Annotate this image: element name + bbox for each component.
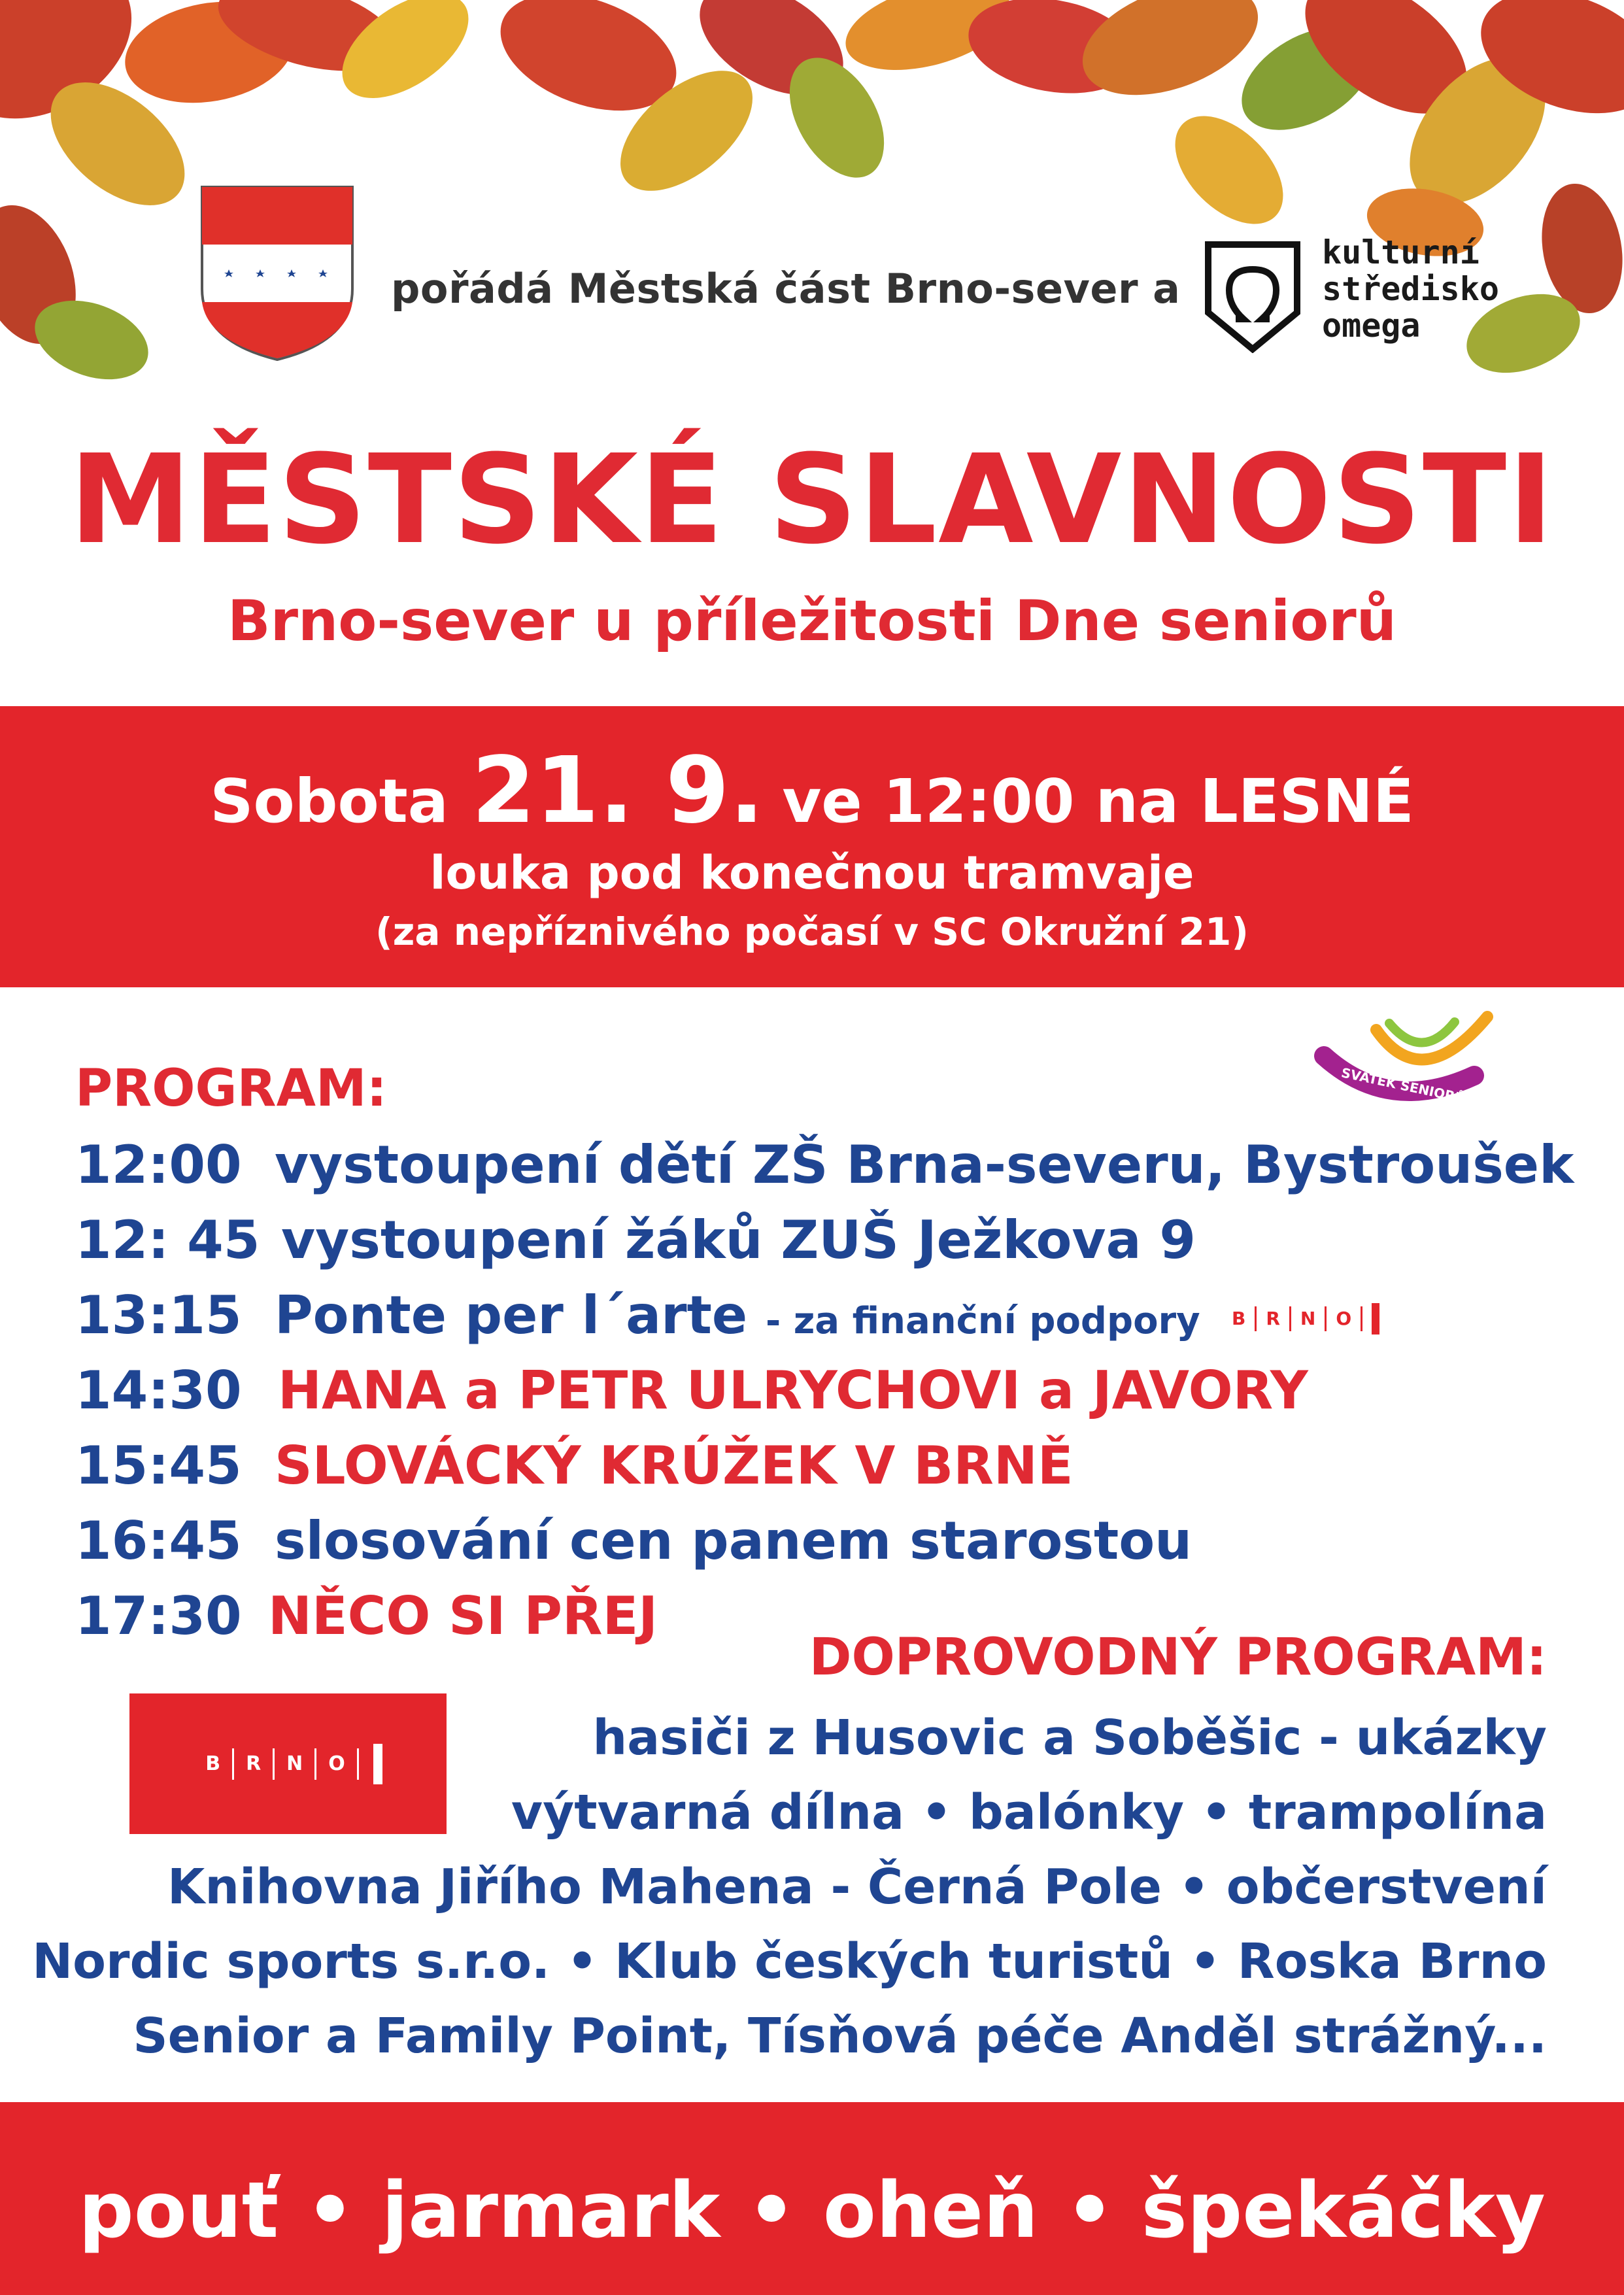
program-text: HANA a PETR ULRYCHOVI a JAVORY bbox=[278, 1360, 1308, 1421]
accompanying-line: Knihovna Jiřího Mahena - Černá Pole • občerstvení bbox=[167, 1859, 1547, 1915]
brno-logo-large bbox=[129, 1693, 447, 1834]
program-time: 13:15 bbox=[75, 1285, 242, 1346]
brno-letter: O bbox=[1327, 1306, 1362, 1331]
program-text bbox=[275, 1280, 1200, 1357]
program-performer: Ponte per l´arte bbox=[275, 1285, 748, 1346]
date-time-place: ve 12:00 na LESNÉ bbox=[782, 766, 1414, 836]
program-text: SLOVÁCKÝ KRÚŽEK V BRNĚ bbox=[275, 1435, 1074, 1496]
omega-logo-icon bbox=[1204, 241, 1301, 353]
program-time: 12: 45 bbox=[75, 1210, 260, 1270]
organizer-text: pořádá Městská část Brno-sever a bbox=[391, 265, 1181, 313]
brno-letter: N bbox=[1291, 1306, 1327, 1331]
program-time: 14:30 bbox=[75, 1360, 242, 1421]
omega-line-2: středisko bbox=[1322, 270, 1499, 308]
program-text: vystoupení žáků ZUŠ Ježkova 9 bbox=[281, 1210, 1196, 1270]
program-time: 15:45 bbox=[75, 1435, 242, 1496]
program-text: NĚCO SI PŘEJ bbox=[268, 1586, 658, 1646]
brno-letter: R bbox=[1257, 1306, 1291, 1331]
program-time: 16:45 bbox=[75, 1510, 242, 1571]
brno-bar bbox=[373, 1744, 382, 1784]
accompanying-line: Senior a Family Point, Tísňová péče Anděl strážný... bbox=[133, 2008, 1547, 2064]
brno-bar bbox=[1372, 1303, 1379, 1334]
date-day: Sobota bbox=[210, 766, 448, 836]
brno-letter: O bbox=[316, 1748, 359, 1780]
program-sponsor-note: - za finanční podpory bbox=[765, 1300, 1200, 1342]
senior-day-logo-icon bbox=[1311, 1004, 1500, 1108]
brno-letter: B bbox=[194, 1748, 234, 1780]
footer-text: pouť • jarmark • oheň • špekáčky bbox=[78, 2165, 1546, 2255]
page-title: MĚSTSKÉ SLAVNOSTI bbox=[69, 428, 1555, 571]
brno-letter: N bbox=[275, 1748, 316, 1780]
program-text: slosování cen panem starostou bbox=[275, 1510, 1193, 1571]
brno-letter: B bbox=[1223, 1306, 1257, 1331]
date-value: 21. 9. bbox=[471, 738, 764, 844]
omega-organization-name bbox=[1322, 234, 1499, 344]
omega-line-3: omega bbox=[1322, 307, 1421, 345]
accompanying-line: Nordic sports s.r.o. • Klub českých turistů • Roska Brno bbox=[32, 1933, 1547, 1990]
accompanying-program-heading: DOPROVODNÝ PROGRAM: bbox=[809, 1628, 1547, 1687]
senior-logo-text: SVÁTEK SENIORŮ bbox=[1340, 1064, 1467, 1106]
coat-of-arms-icon bbox=[199, 184, 355, 362]
accompanying-line: výtvarná dílna • balónky • trampolína bbox=[511, 1784, 1547, 1841]
brno-logo-small bbox=[1223, 1296, 1412, 1342]
program-heading: PROGRAM: bbox=[75, 1059, 387, 1118]
weather-note: (za nepříznivého počasí v SC Okružní 21) bbox=[375, 910, 1249, 954]
location-text: louka pod konečnou tramvaje bbox=[430, 846, 1194, 900]
brno-letter: R bbox=[234, 1748, 275, 1780]
omega-line-1: kulturní bbox=[1322, 233, 1480, 271]
program-time: 17:30 bbox=[75, 1586, 242, 1646]
program-text: vystoupení dětí ZŠ Brna-severu, Bystroušek bbox=[275, 1134, 1574, 1195]
page-subtitle: Brno-sever u příležitosti Dne seniorů bbox=[228, 588, 1396, 654]
program-time: 12:00 bbox=[75, 1134, 242, 1195]
accompanying-line: hasiči z Husovic a Soběšic - ukázky bbox=[592, 1710, 1547, 1766]
